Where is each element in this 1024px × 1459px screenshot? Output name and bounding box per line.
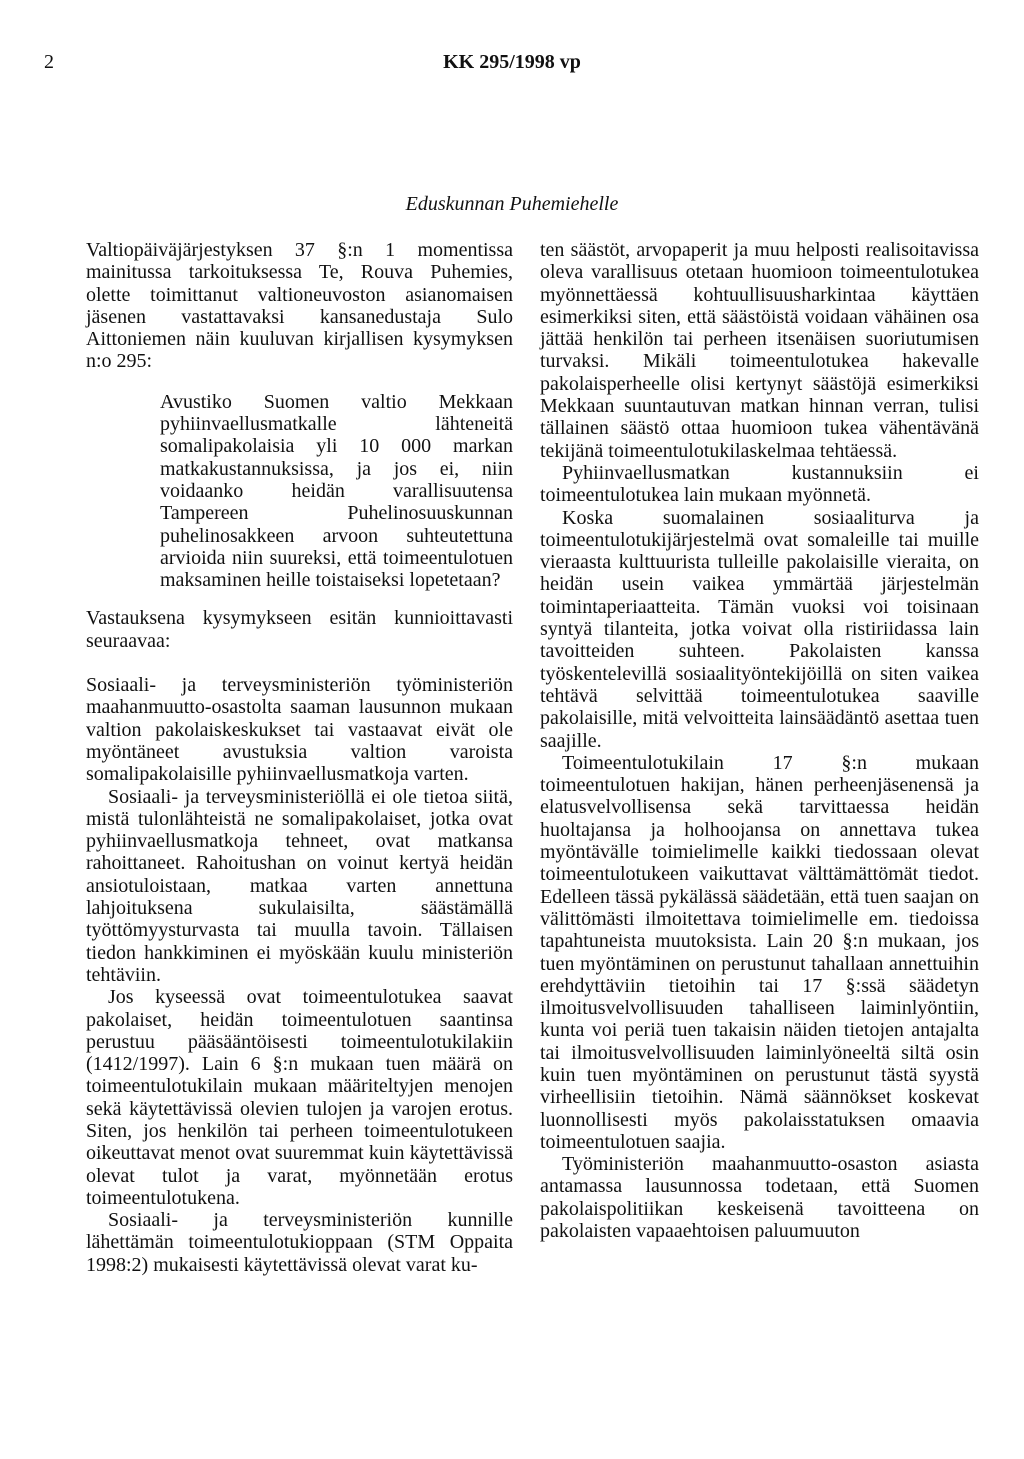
continued-paragraph: ten säästöt, arvopaperit ja muu helposti realisoitavissa oleva varallisuus otetaan huomioon toimeentulotukea myönnettäessä kohtuullisuusharkintaa käyttäen esimerkiksi siten, että säästöistä voidaan vähäinen osa jättää henkilön tai perheen itsenäisen suoriutumisen turvaksi. Mikäli toimeentulotukea hakevalle pakolaisperheelle olisi kertynyt säästöjä esimerkiksi Mekkaan suuntautuvan matkan hinnan verran, tulisi tällainen säästö ottaa huomioon tukea vähentävänä tekijänä toimeentulotukilaskelmaa tehtäessä. [540, 239, 979, 462]
answer-paragraph-1: Sosiaali- ja terveysministeriön työministeriön maahanmuutto-osastolta saaman lausunnon mukaan valtion pakolaiskeskukset tai vastaavat eivät ole myöntäneet avustuksia valtion varoista somalipakolaisille pyhiinvaellusmatkoja varten. [86, 674, 513, 786]
answer-paragraph-2: Sosiaali- ja terveysministeriöllä ei ole tietoa siitä, mistä tulonlähteistä ne somalipakolaiset, jotka ovat pyhiinvaellusmatkoja tehneet, ovat matkansa rahoittaneet. Rahoitushan on voinut kertyä heidän ansiotuloistaan, matkaa varten annettuna lahjoituksena sukulaisilta, säästämällä työttömyysturvasta tai muulla tavoin. Tällaisen tiedon hankkiminen ei myöskään kuulu ministeriön tehtäviin. [86, 785, 513, 986]
running-head: KK 295/1998 vp [443, 51, 581, 73]
answer-paragraph-4: Sosiaali- ja terveysministeriön kunnille lähettämän toimeentulotukioppaan (STM Oppaita 1998:2) mukaisesti käytettävissä olevat varat ku- [86, 1209, 513, 1276]
addressee-heading: Eduskunnan Puhemiehelle [405, 193, 619, 215]
intro-paragraph: Valtiopäiväjärjestyksen 37 §:n 1 momentissa mainitussa tarkoituksessa Te, Rouva Puhemies, olette toimittanut valtioneuvoston asianomaisen jäsenen vastattavaksi kansanedustaja Sulo Aittoniemen näin kuuluvan kirjallisen kysymyksen n:o 295: [86, 239, 513, 373]
quoted-question: Avustiko Suomen valtio Mekkaan pyhiinvaellusmatkalle lähteneitä somalipakolaisia yli 10 000 markan matkakustannuksissa, ja jos ei, niin voidaanko heidän varallisuutensa Tampereen Puhelinosuuskunnan puhelinosakkeen arvoon suhteutettuna arvioida niin suureksi, että toimeentulotuen maksaminen heille toistaiseksi lopetetaan? [160, 390, 513, 592]
right-column [540, 239, 979, 1242]
answer-intro: Vastauksena kysymykseen esitän kunnioittavasti seuraavaa: [86, 607, 513, 652]
right-paragraph-3: Toimeentulotukilain 17 §:n mukaan toimeentulotuen hakijan, hänen perheenjäsenensä ja elatusvelvollisensa sekä tarvittaessa heidän huoltajansa ja holhoojansa on annettava tukea myöntävälle toimielimelle kaikki tiedossaan olevat toimeentulotukeen vaikuttavat välttämättömät tiedot. Edelleen tässä pykälässä säädetään, että tuen saajan on välittömästi ilmoitettava toimielimelle em. tiedoissa tapahtuneista muutoksista. Lain 20 §:n mukaan, jos tuen myöntäminen on perustunut tahallaan annettuihin erehdyttäviin tietoihin tai 17 §:ssä säädetyn ilmoitusvelvollisuuden tahalliseen laiminlyöntiin, kunta voi periä tuen takaisin näiden tietojen antajalta tai ilmoitusvelvollisuuden laiminlyöneeltä siltä osin kuin tuen myöntäminen on perustunut tästä syystä virheellisiin tietoihin. Nämä säännökset koskevat luonnollisesti myös pakolaisstatuksen omaavia toimeentulotuen saajia. [540, 751, 979, 1153]
page-number: 2 [44, 51, 54, 73]
right-paragraph-4: Työministeriön maahanmuutto-osaston asiasta antamassa lausunnossa todetaan, että Suomen pakolaispolitiikan keskeisenä tavoitteena on pakolaisten vapaaehtoisen paluumuuton [540, 1153, 979, 1243]
left-column [86, 239, 513, 1276]
answer-paragraph-3: Jos kyseessä ovat toimeentulotukea saavat pakolaiset, heidän toimeentulotuen saantinsa perustuu pääsääntöisesti toimeentulotukilakiin (1412/1997). Lain 6 §:n mukaan tuen määrä on toimeentulotukilain mukaan määriteltyjen menojen sekä käytettävissä olevien tulojen ja varojen erotus. Siten, jos henkilön tai perheen toimeentulotukeen oikeuttavat menot ovat suuremmat kuin käytettävissä olevat tulot ja varat, myönnetään erotus toimeentulotukena. [86, 986, 513, 1209]
right-paragraph-2: Koska suomalainen sosiaaliturva ja toimeentulotukijärjestelmä ovat somaleille tai muille vieraasta kulttuurista tulleille pakolaisille vieraita, on heidän usein vaikea ymmärtää järjestelmän toimintaperiaatteita. Tämän vuoksi voi toisinaan syntyä tilanteita, jotka voivat olla ristiriidassa lain tavoitteiden suhteen. Pakolaisten kanssa työskentelevillä sosiaalityöntekijöillä on siten vaikea tehtävä selvittää toimeentulotukea saaville pakolaisille, mitä velvoitteita lainsäädäntö asettaa tuen saajille. [540, 506, 979, 752]
right-paragraph-1: Pyhiinvaellusmatkan kustannuksiin ei toimeentulotukea lain mukaan myönnetä. [540, 461, 979, 507]
